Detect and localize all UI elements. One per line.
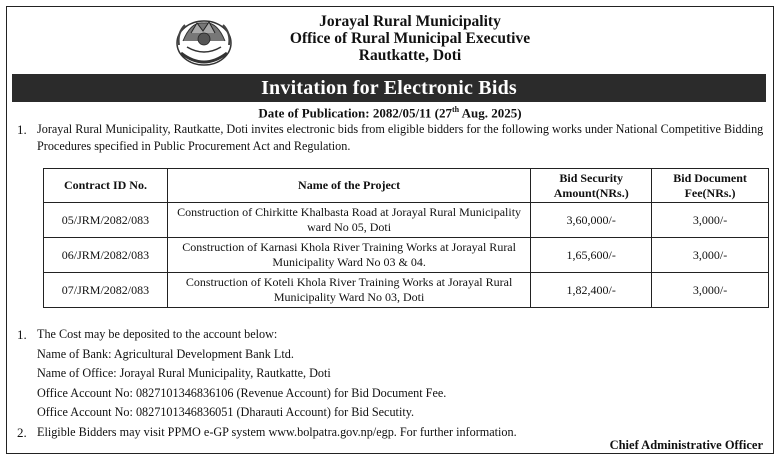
bid-security: 3,60,000/-: [531, 203, 652, 238]
bank-name: Name of Bank: Agricultural Development Bank Ltd.: [37, 346, 294, 361]
contract-id: 06/JRM/2082/083: [44, 238, 168, 273]
intro-number: 1.: [17, 122, 27, 137]
notes-list: [17, 325, 767, 442]
list-item: [17, 364, 767, 384]
project-name: Construction of Chirkitte Khalbasta Road at Jorayal Rural Municipality ward No 05, Doti: [167, 203, 530, 238]
header-project-name: Name of the Project: [167, 169, 530, 203]
ppmo-text: Eligible Bidders may visit PPMO e-GP system www.bolpatra.gov.np/egp. For further information.: [37, 424, 517, 439]
list-item: [17, 345, 767, 365]
list-item: [17, 325, 767, 345]
table-row: [44, 273, 769, 308]
header-bid-security: Bid Security Amount(NRs.): [531, 169, 652, 203]
header: [7, 7, 773, 71]
cost-text: The Cost may be deposited to the account below:: [37, 327, 278, 341]
bid-security: 1,65,600/-: [531, 238, 652, 273]
document-fee: 3,000/-: [652, 238, 769, 273]
signature: Chief Administrative Officer: [609, 438, 763, 452]
table-header-row: [44, 169, 769, 203]
table-row: [44, 203, 769, 238]
office-name: Office of Rural Municipal Executive: [289, 30, 531, 47]
contract-id: 05/JRM/2082/083: [44, 203, 168, 238]
page-title: Invitation for Electronic Bids: [12, 74, 766, 102]
header-document-fee: Bid Document Fee(NRs.): [652, 169, 769, 203]
intro-paragraph: [17, 121, 769, 155]
intro-text: Jorayal Rural Municipality, Rautkatte, Doti invites electronic bids from eligible bidders for the following works under National Competitive Bidding Procedures specified in Public Procurement Act and Regulation.: [37, 122, 764, 153]
note-number: 2.: [17, 424, 27, 440]
bids-table: [43, 168, 769, 308]
office-location: Rautkatte, Doti: [358, 47, 462, 64]
document-fee: 3,000/-: [652, 203, 769, 238]
org-name: Jorayal Rural Municipality: [319, 13, 501, 30]
header-contract-id: Contract ID No.: [44, 169, 168, 203]
revenue-account: Office Account No: 0827101346836106 (Revenue Account) for Bid Document Fee.: [37, 385, 447, 400]
contract-id: 07/JRM/2082/083: [44, 273, 168, 308]
note-number: 1.: [17, 327, 27, 342]
bid-security: 1,82,400/-: [531, 273, 652, 308]
list-item: [17, 384, 767, 404]
table-row: [44, 238, 769, 273]
project-name: Construction of Karnasi Khola River Training Works at Jorayal Rural Municipality Ward No 03 & 04.: [167, 238, 530, 273]
notice-frame: [6, 6, 774, 454]
document-fee: 3,000/-: [652, 273, 769, 308]
project-name: Construction of Koteli Khola River Training Works at Jorayal Rural Municipality Ward No 03, Doti: [167, 273, 530, 308]
dharauti-account: Office Account No: 0827101346836051 (Dharauti Account) for Bid Secutity.: [37, 405, 415, 419]
publication-date: Date of Publication: 2082/05/11 (27th Aug. 2025): [258, 105, 522, 121]
list-item: [17, 403, 767, 423]
office-account-name: Name of Office: Jorayal Rural Municipality, Rautkatte, Doti: [37, 366, 331, 380]
